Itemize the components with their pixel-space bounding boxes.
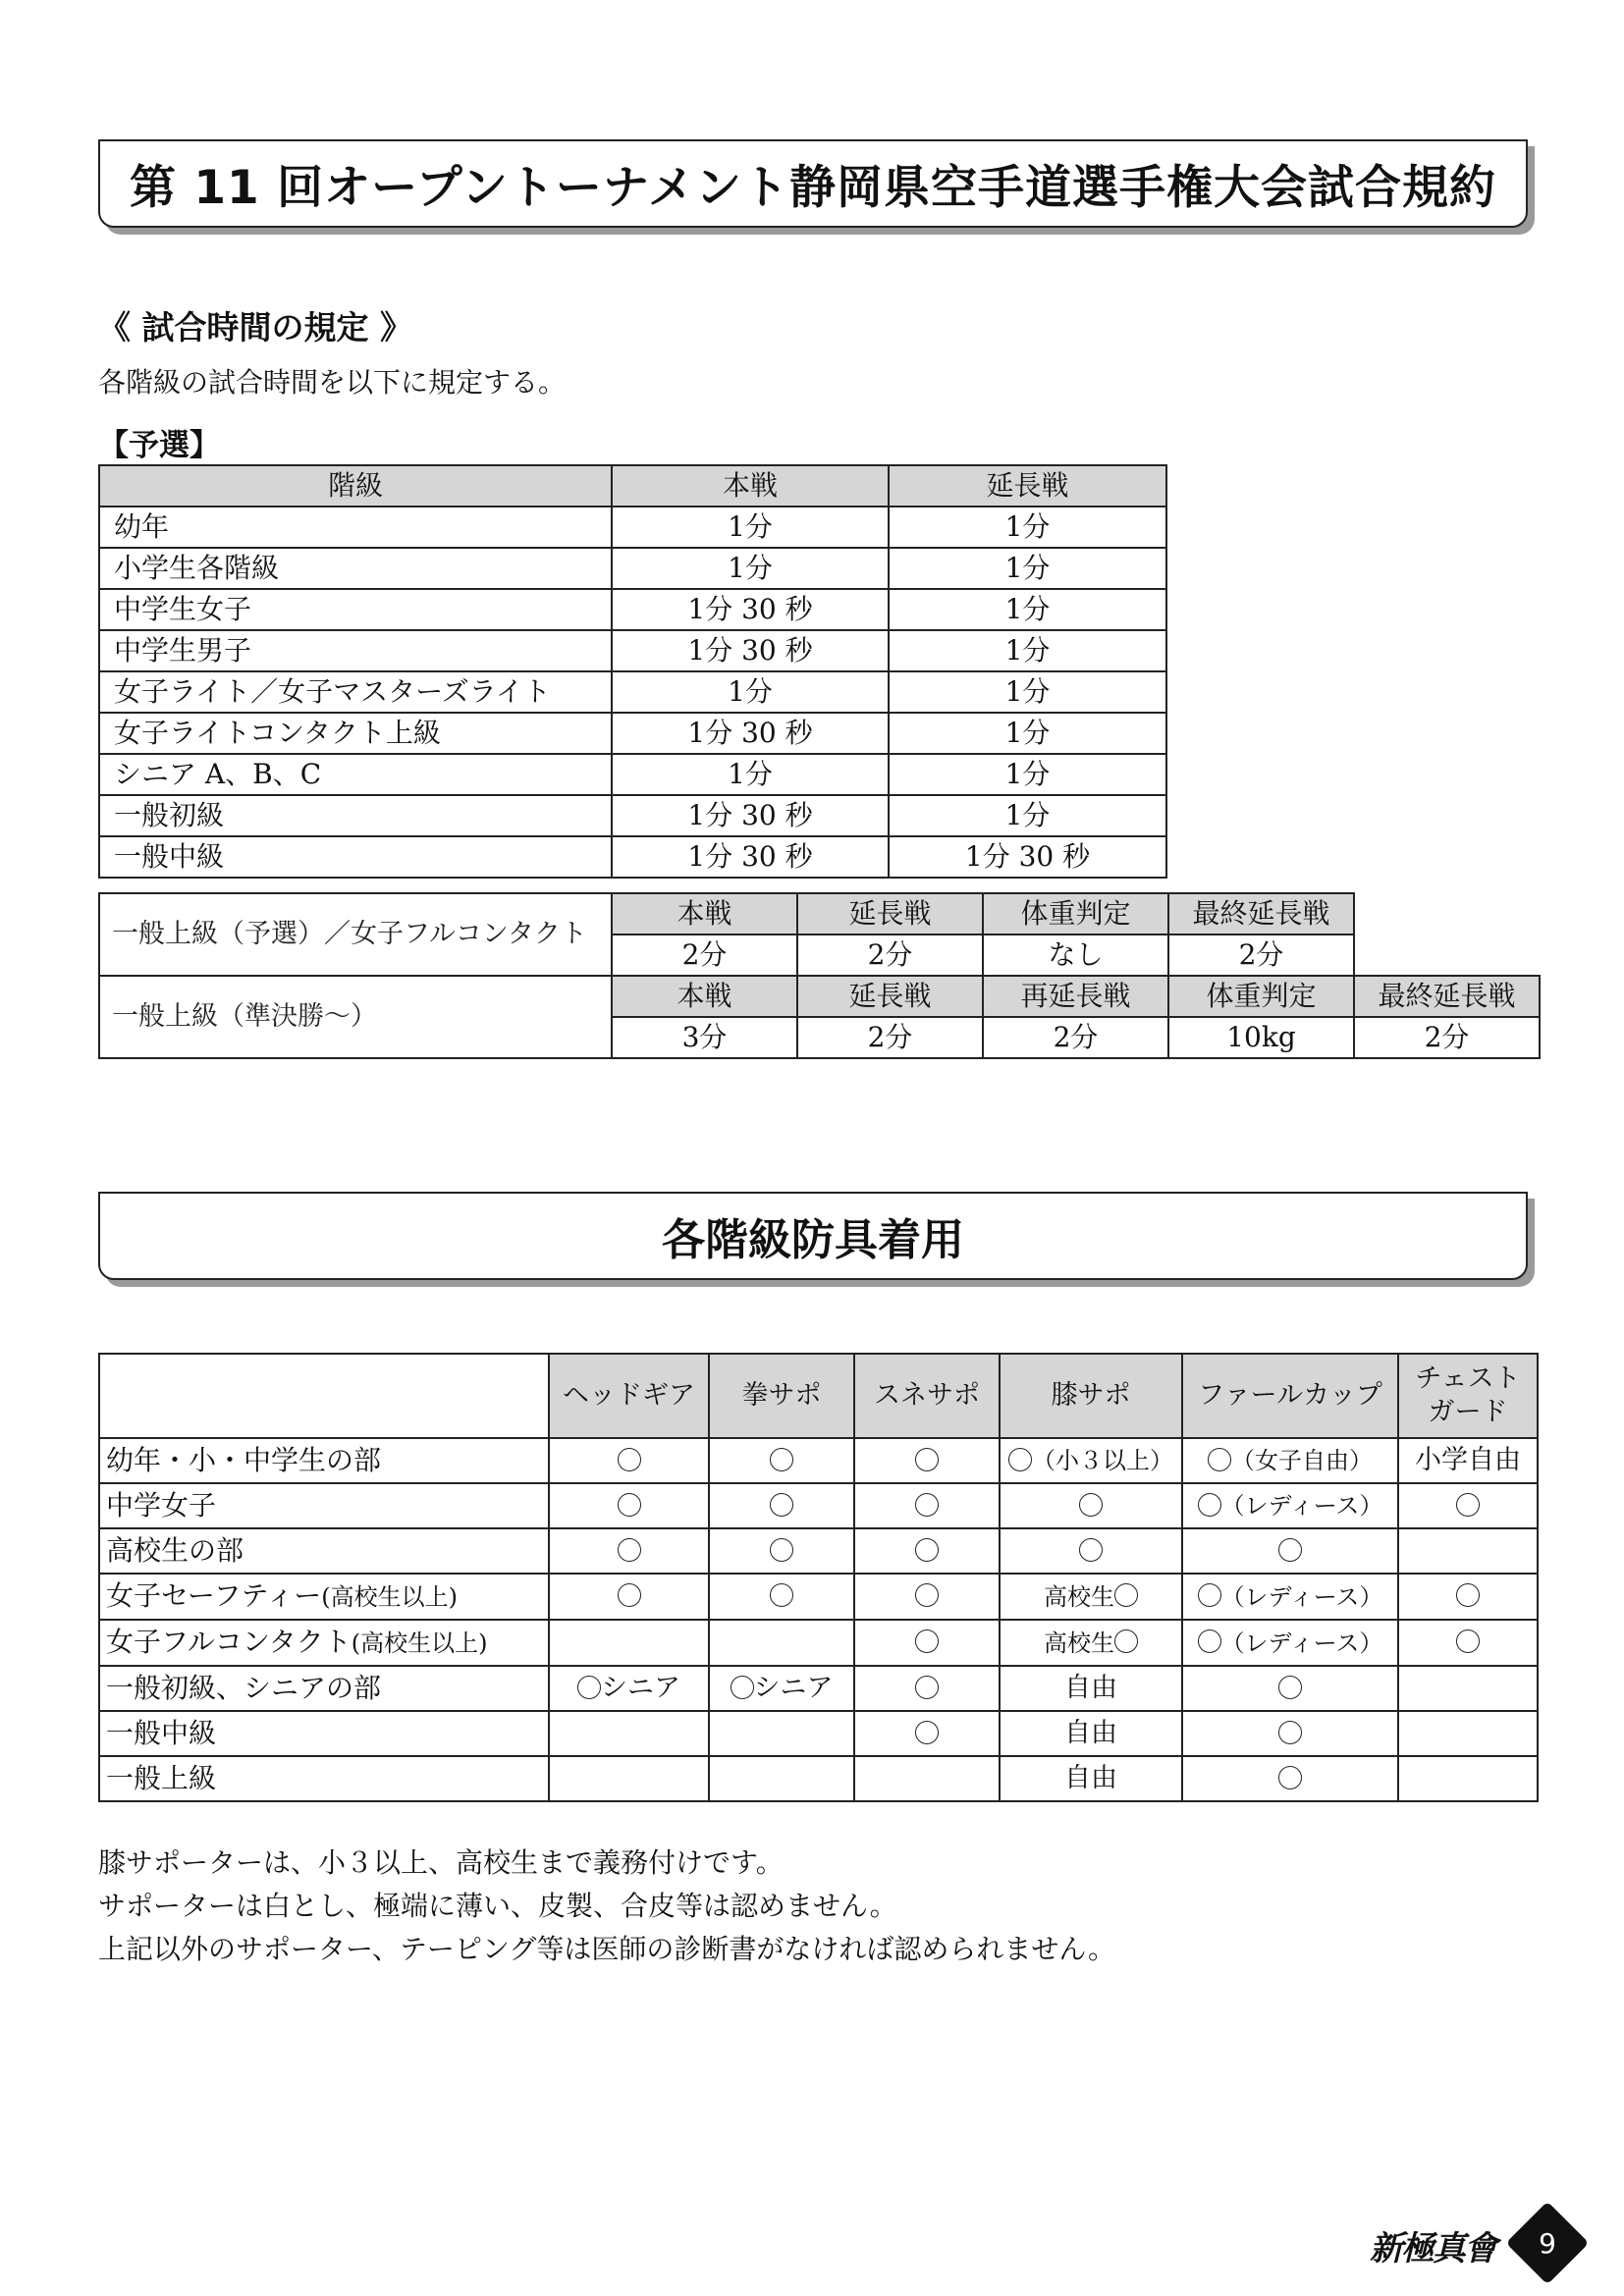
- circle-mark: [770, 1493, 793, 1517]
- circle-mark: [577, 1676, 601, 1699]
- header-chest-guard: [1398, 1354, 1538, 1438]
- cell-note: 高校生: [1044, 1582, 1114, 1611]
- category-note: (高校生以上): [351, 1629, 488, 1657]
- header-knee-support: 膝サポ: [1000, 1354, 1182, 1438]
- cell-note: シニア: [601, 1673, 680, 1703]
- cell: [549, 1528, 709, 1574]
- empty-header-cell: [99, 1354, 549, 1438]
- cell-note: （レディース）: [1220, 1629, 1383, 1657]
- category-cell: 中学生男子: [99, 630, 612, 671]
- category-cell: 高校生の部: [99, 1528, 549, 1574]
- value-cell: 2分: [1168, 934, 1354, 976]
- cell: [1182, 1756, 1398, 1801]
- cell: [854, 1756, 1000, 1801]
- category-cell: シニア A、B、C: [99, 754, 612, 795]
- match-time-table: [98, 464, 1167, 879]
- table-row: [99, 893, 1540, 934]
- circle-mark: [618, 1583, 641, 1607]
- cell: [1398, 1483, 1538, 1528]
- protector-title-box: [98, 1192, 1528, 1280]
- note-line: 膝サポーターは、小３以上、高校生まで義務付けです。: [98, 1846, 784, 1879]
- main-bout-cell: 1分: [612, 754, 889, 795]
- category-cell: 女子ライトコンタクト上級: [99, 713, 612, 754]
- cell: [549, 1438, 709, 1483]
- table-row: [99, 1483, 1538, 1528]
- cell: [1398, 1528, 1538, 1574]
- cell-note: 高校生: [1044, 1629, 1114, 1657]
- category-cell: 一般中級: [99, 1711, 549, 1756]
- table-header-row: [99, 465, 1166, 507]
- table-row: [99, 671, 1166, 713]
- table-row: [99, 548, 1166, 589]
- circle-mark: [1114, 1629, 1138, 1653]
- table-row: [99, 976, 1540, 1017]
- cell: [1398, 1620, 1538, 1666]
- circle-mark: [618, 1448, 641, 1471]
- cell: [1182, 1438, 1398, 1483]
- cell-note: （女子自由）: [1231, 1447, 1373, 1474]
- cell: [1182, 1711, 1398, 1756]
- cell: [549, 1756, 709, 1801]
- header-cell: 階級: [99, 465, 612, 507]
- circle-mark: [1198, 1583, 1221, 1607]
- main-bout-cell: 1分 30 秒: [612, 589, 889, 630]
- table-row: [99, 836, 1166, 878]
- cell: [709, 1574, 854, 1620]
- extension-cell: 1分: [889, 754, 1166, 795]
- table-row: [99, 795, 1166, 836]
- value-cell: 2分: [1354, 1017, 1540, 1058]
- circle-mark: [1008, 1448, 1032, 1471]
- extension-cell: 1分: [889, 671, 1166, 713]
- table-row: [99, 1756, 1538, 1801]
- circle-mark: [1456, 1493, 1480, 1517]
- circle-mark: [1278, 1676, 1302, 1699]
- category-cell: 一般初級、シニアの部: [99, 1666, 549, 1711]
- category-cell: 一般初級: [99, 795, 612, 836]
- table-row: [99, 507, 1166, 548]
- cell: [854, 1483, 1000, 1528]
- table-row: [99, 1711, 1538, 1756]
- value-cell: 2分: [612, 934, 797, 976]
- note-line: サポーターは白とし、極端に薄い、皮製、合皮等は認めません。: [98, 1890, 897, 1922]
- header-chest-line1: チェスト: [1415, 1363, 1521, 1394]
- cell-note: （小３以上）: [1032, 1447, 1173, 1474]
- cell: [709, 1528, 854, 1574]
- notes: [98, 1842, 1115, 1971]
- cell: [1182, 1483, 1398, 1528]
- cell: [709, 1666, 854, 1711]
- circle-mark: [1198, 1493, 1221, 1517]
- preliminary-subhead: 【予選】: [98, 428, 220, 463]
- category-cell: 幼年: [99, 507, 612, 548]
- cell-note: （レディース）: [1220, 1582, 1383, 1611]
- table-row: [99, 589, 1166, 630]
- advanced-class-time-table: [98, 892, 1541, 1059]
- cell: [854, 1620, 1000, 1666]
- cell: 自由: [1000, 1756, 1182, 1801]
- table-row: [99, 713, 1166, 754]
- extension-cell: 1分 30 秒: [889, 836, 1166, 878]
- cell: [1398, 1574, 1538, 1620]
- category-cell: 中学生女子: [99, 589, 612, 630]
- cell: [854, 1438, 1000, 1483]
- header-cell: 再延長戦: [983, 976, 1168, 1017]
- category-cell: 一般上級: [99, 1756, 549, 1801]
- cell: 自由: [1000, 1666, 1182, 1711]
- category-text: 女子フルコンタクト: [106, 1626, 352, 1658]
- circle-mark: [770, 1448, 793, 1471]
- main-bout-cell: 1分 30 秒: [612, 713, 889, 754]
- category-cell: 一般中級: [99, 836, 612, 878]
- cell: [1398, 1666, 1538, 1711]
- header-cell: 本戦: [612, 465, 889, 507]
- cell: [709, 1711, 854, 1756]
- circle-mark: [915, 1583, 939, 1607]
- cell: 自由: [1000, 1711, 1182, 1756]
- value-cell: 2分: [983, 1017, 1168, 1058]
- circle-mark: [1278, 1538, 1302, 1562]
- extension-cell: 1分: [889, 713, 1166, 754]
- extension-cell: 1分: [889, 630, 1166, 671]
- header-cell: 体重判定: [983, 893, 1168, 934]
- header-shin-support: スネサポ: [854, 1354, 1000, 1438]
- extension-cell: 1分: [889, 548, 1166, 589]
- circle-mark: [915, 1629, 939, 1653]
- header-cell: 最終延長戦: [1168, 893, 1354, 934]
- cell: [549, 1483, 709, 1528]
- circle-mark: [770, 1538, 793, 1562]
- cell-note: （レディース）: [1220, 1492, 1383, 1520]
- header-chest-line2: ガード: [1428, 1397, 1508, 1427]
- page-number: 9: [1539, 2226, 1556, 2260]
- circle-mark: [618, 1493, 641, 1517]
- header-cell: 延長戦: [889, 465, 1166, 507]
- cell: [1000, 1528, 1182, 1574]
- cell: [1182, 1620, 1398, 1666]
- cell: [1000, 1438, 1182, 1483]
- circle-mark: [731, 1676, 754, 1699]
- circle-mark: [915, 1448, 939, 1471]
- cell: [1398, 1711, 1538, 1756]
- main-bout-cell: 1分: [612, 548, 889, 589]
- circle-mark: [1278, 1766, 1302, 1789]
- table-row: [99, 1666, 1538, 1711]
- category-text: 女子セーフティー: [106, 1579, 322, 1612]
- cell: [549, 1666, 709, 1711]
- circle-mark: [915, 1676, 939, 1699]
- circle-mark: [1208, 1448, 1231, 1471]
- header-fist-support: 拳サポ: [709, 1354, 854, 1438]
- main-title: 第 11 回オープントーナメント静岡県空手道選手権大会試合規約: [129, 160, 1497, 215]
- circle-mark: [915, 1538, 939, 1562]
- cell: [1398, 1756, 1538, 1801]
- header-cell: 延長戦: [797, 893, 983, 934]
- header-headgear: ヘッドギア: [549, 1354, 709, 1438]
- value-cell: 3分: [612, 1017, 797, 1058]
- cell: [854, 1528, 1000, 1574]
- main-bout-cell: 1分: [612, 507, 889, 548]
- category-cell: 女子ライト／女子マスターズライト: [99, 671, 612, 713]
- table-row: [99, 1438, 1538, 1483]
- cell: [549, 1711, 709, 1756]
- table-row: [99, 1620, 1538, 1666]
- category-cell: [99, 1574, 549, 1620]
- header-cell: 最終延長戦: [1354, 976, 1540, 1017]
- cell: [1000, 1483, 1182, 1528]
- cell: [549, 1620, 709, 1666]
- value-cell: 2分: [797, 934, 983, 976]
- extension-cell: 1分: [889, 589, 1166, 630]
- category-cell: [99, 1620, 549, 1666]
- category-cell: 中学女子: [99, 1483, 549, 1528]
- cell: [1182, 1574, 1398, 1620]
- category-cell: 小学生各階級: [99, 548, 612, 589]
- header-cell: 体重判定: [1168, 976, 1354, 1017]
- cell: [854, 1574, 1000, 1620]
- circle-mark: [915, 1493, 939, 1517]
- table-row: [99, 1528, 1538, 1574]
- cell: [1182, 1666, 1398, 1711]
- main-bout-cell: 1分 30 秒: [612, 836, 889, 878]
- extension-cell: 1分: [889, 507, 1166, 548]
- cell: [1000, 1620, 1182, 1666]
- organization-logo: 新極真會: [1370, 2229, 1495, 2269]
- circle-mark: [1114, 1583, 1138, 1607]
- cell: [709, 1483, 854, 1528]
- circle-mark: [1278, 1721, 1302, 1744]
- circle-mark: [1079, 1493, 1103, 1517]
- circle-mark: [1079, 1538, 1103, 1562]
- cell: [709, 1438, 854, 1483]
- value-cell: 2分: [797, 1017, 983, 1058]
- circle-mark: [618, 1538, 641, 1562]
- table-header-row: [99, 1354, 1538, 1438]
- section-heading-match-time: 《 試合時間の規定 》: [98, 308, 412, 347]
- header-foul-cup: ファールカップ: [1182, 1354, 1398, 1438]
- cell: [854, 1711, 1000, 1756]
- extension-cell: 1分: [889, 795, 1166, 836]
- cell: [1000, 1574, 1182, 1620]
- cell: [1182, 1528, 1398, 1574]
- category-note: (高校生以上): [321, 1583, 458, 1611]
- row-label: 一般上級（予選）／女子フルコンタクト: [99, 893, 612, 976]
- table-row: [99, 754, 1166, 795]
- header-cell: 本戦: [612, 976, 797, 1017]
- category-cell: 幼年・小・中学生の部: [99, 1438, 549, 1483]
- cell: [549, 1574, 709, 1620]
- cell: [709, 1620, 854, 1666]
- note-line: 上記以外のサポーター、テーピング等は医師の診断書がなければ認められません。: [98, 1933, 1116, 1965]
- main-bout-cell: 1分: [612, 671, 889, 713]
- cell-note: シニア: [753, 1673, 834, 1703]
- cell: 小学自由: [1398, 1438, 1538, 1483]
- circle-mark: [915, 1721, 939, 1744]
- cell: [854, 1666, 1000, 1711]
- circle-mark: [1198, 1629, 1221, 1653]
- table-row: [99, 1574, 1538, 1620]
- protector-title: 各階級防具着用: [662, 1215, 964, 1265]
- circle-mark: [1456, 1629, 1480, 1653]
- circle-mark: [1456, 1583, 1480, 1607]
- header-cell: 延長戦: [797, 976, 983, 1017]
- main-bout-cell: 1分 30 秒: [612, 795, 889, 836]
- cell: [709, 1756, 854, 1801]
- circle-mark: [770, 1583, 793, 1607]
- section-intro: 各階級の試合時間を以下に規定する。: [98, 366, 567, 399]
- empty-cell: [1354, 893, 1540, 976]
- table-row: [99, 630, 1166, 671]
- value-cell: 10kg: [1168, 1017, 1354, 1058]
- main-bout-cell: 1分 30 秒: [612, 630, 889, 671]
- main-title-box: [98, 139, 1528, 228]
- row-label: 一般上級（準決勝～）: [99, 976, 612, 1058]
- protector-table: [98, 1353, 1539, 1802]
- header-cell: 本戦: [612, 893, 797, 934]
- value-cell: なし: [983, 934, 1168, 976]
